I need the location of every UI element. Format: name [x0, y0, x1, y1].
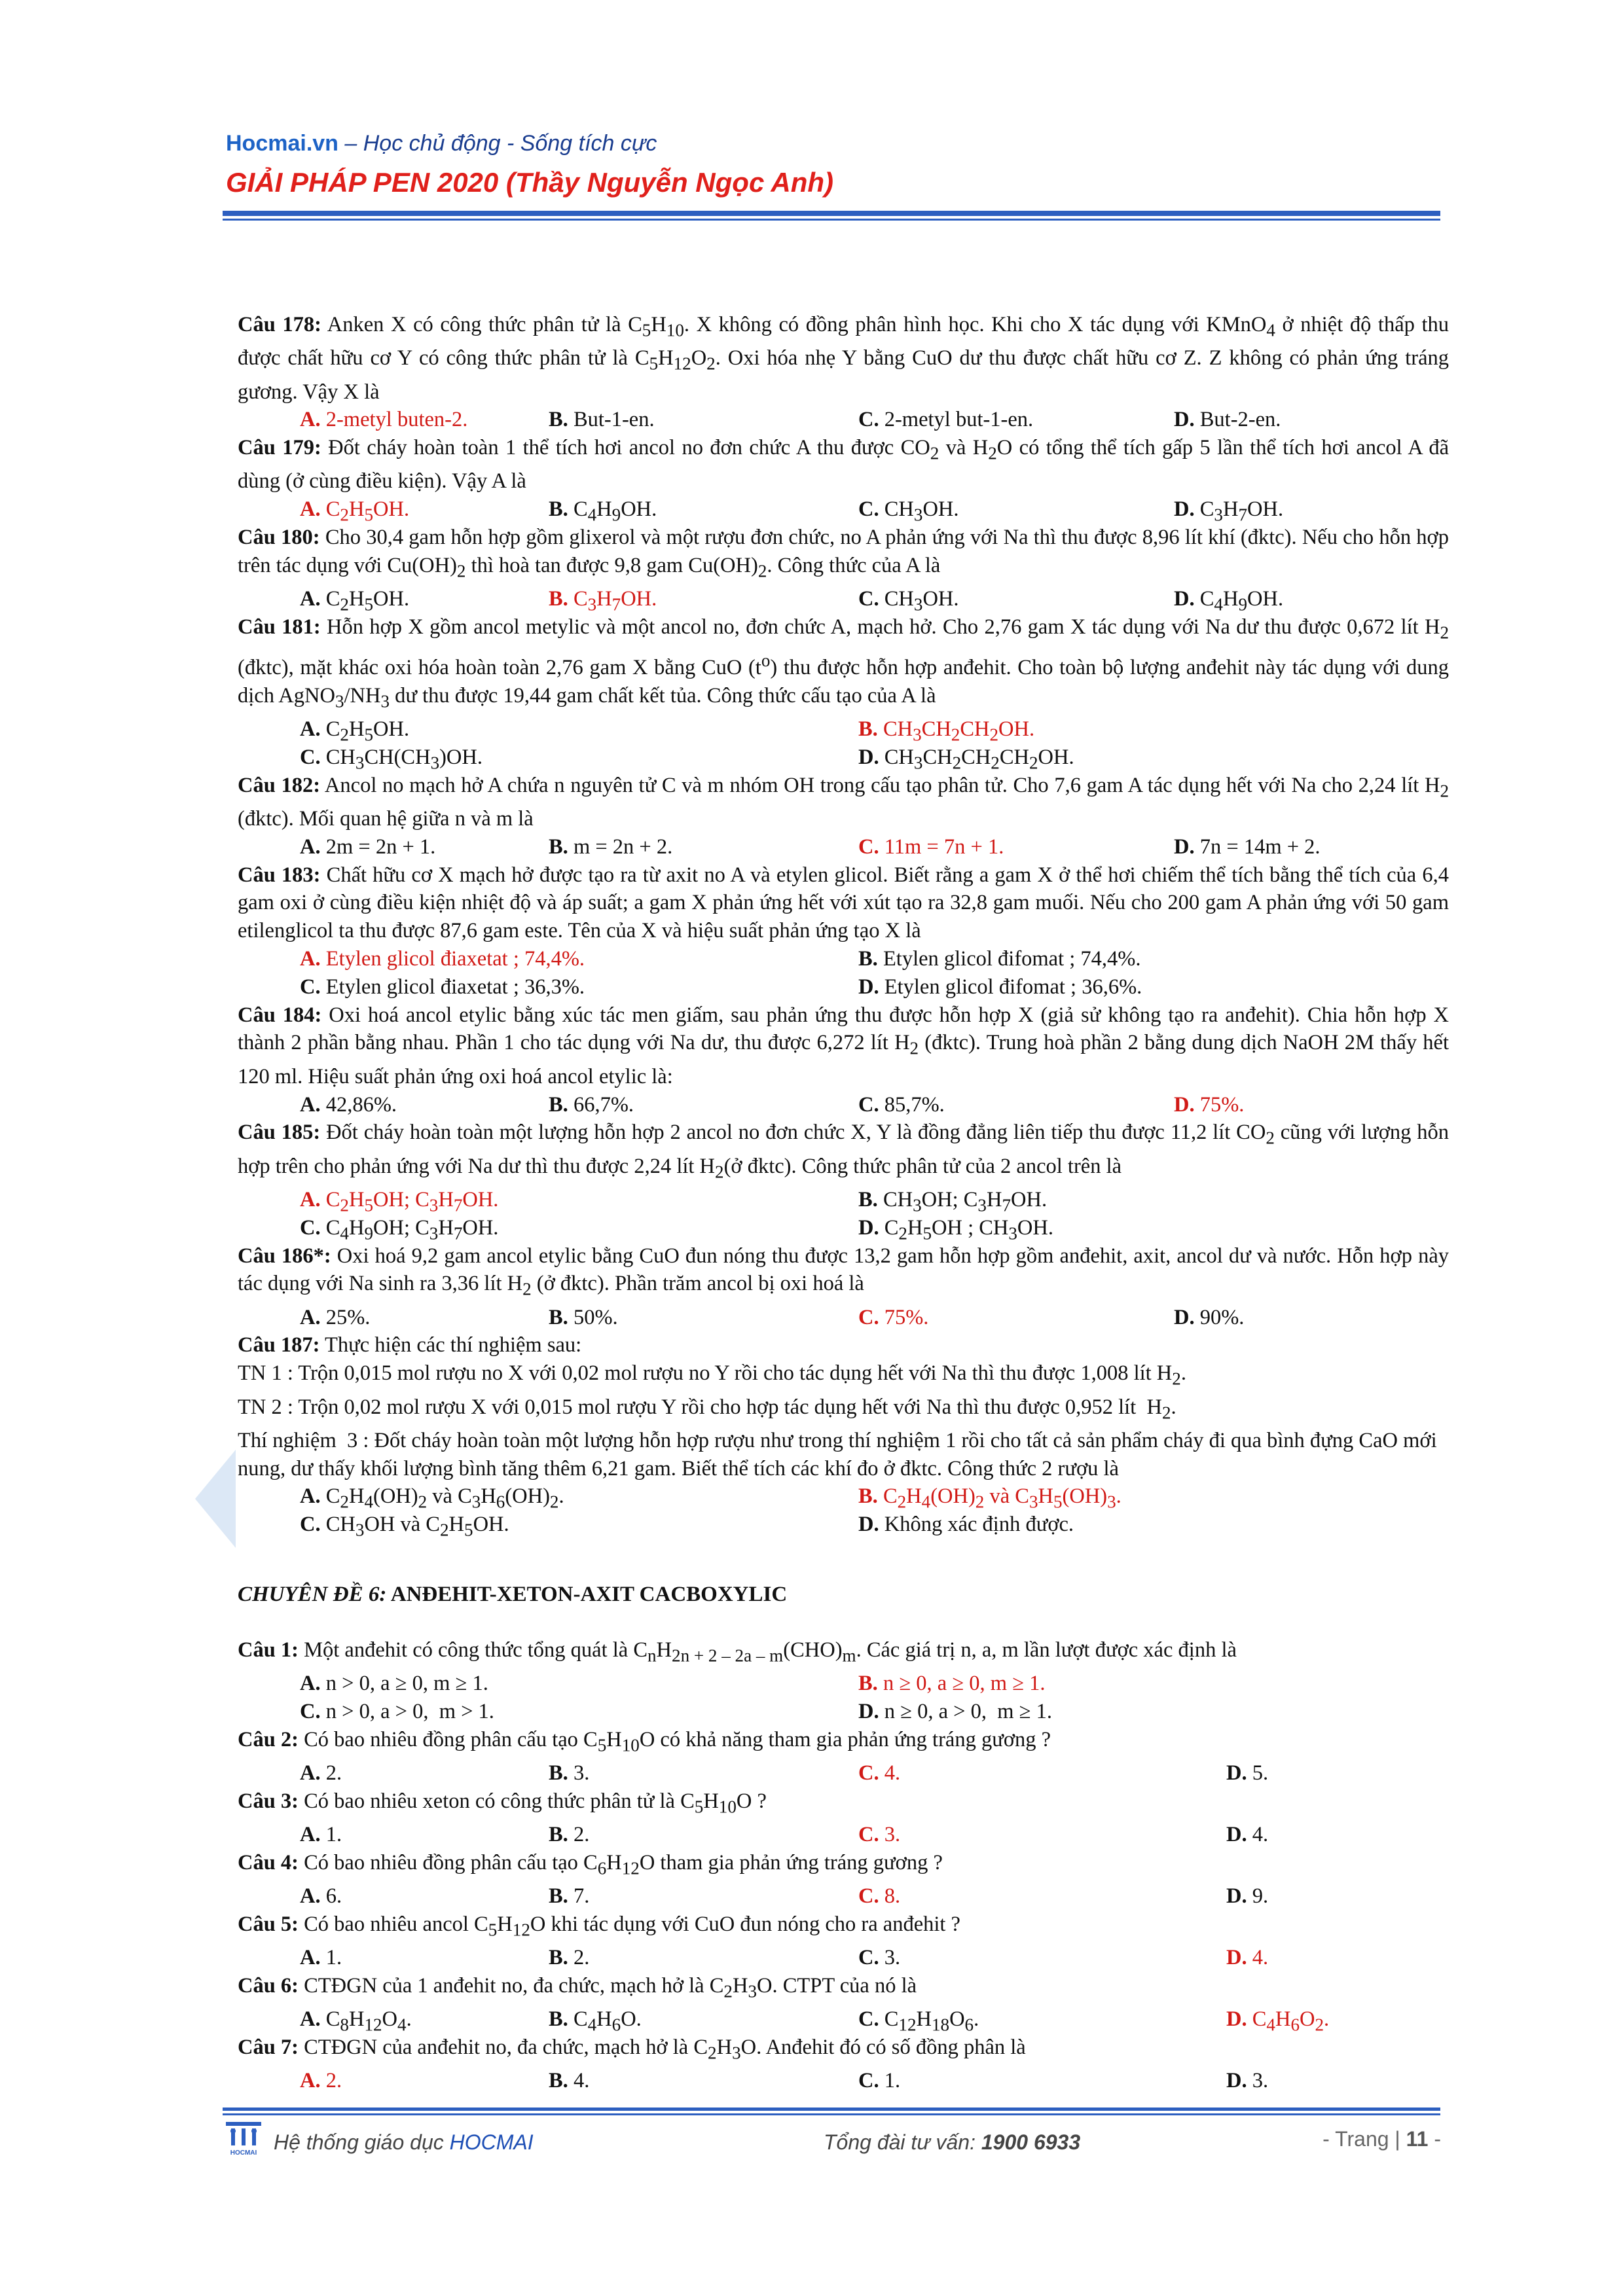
- footer-rule: [223, 2108, 1440, 2111]
- answer-option[interactable]: A. $C_2H_4(OH)_2$ và $C_3H_6(OH)_2$.: [300, 1484, 564, 1512]
- answer-option[interactable]: B. $C_4H_9OH$.: [549, 497, 657, 525]
- header-rule-thin: [223, 219, 1440, 221]
- answer-option[interactable]: A. $C_2H_5OH$.: [300, 587, 410, 615]
- question-s6-5: Câu 5: Có bao nhiêu ancol $C_5H_{12}O$ khi tác dụng với CuO đun nóng cho ra anđehit ?: [238, 1912, 960, 1940]
- question-178: Câu 178: Anken X có công thức phân tử là $C_5H_{10}$. X không có đồng phân hình học. Khi cho X tác dụng với KMnO$_4$ ở nhiệt độ thấp thu được chất hữu cơ Y có công thức phân tử là $C_5H_{12}O_2$. Oxi hóa nhẹ Y bằng CuO dư thu được chất hữu cơ Z. Z không có phản ứng tráng gương. Vậy X là: [238, 313, 1449, 404]
- answer-option[interactable]: D. $C_4H_9OH$.: [1174, 587, 1284, 615]
- answer-option[interactable]: B. 7.: [549, 1884, 590, 1909]
- answer-option[interactable]: B. 50%.: [549, 1305, 618, 1329]
- answer-option[interactable]: C. 4.: [858, 1761, 901, 1785]
- question-180: Câu 180: Cho 30,4 gam hỗn hợp gồm glixerol và một rượu đơn chức, no A phản ứng với Na thì thu được 8,96 lít khí (đktc). Nếu cho hỗn hợp trên tác dụng với $Cu(OH)_2$ thì hoà tan được 9,8 gam $Cu(OH)_2$. Công thức của A là: [238, 526, 1449, 581]
- page-content: [238, 311, 1449, 2095]
- answers-182: [238, 833, 1449, 861]
- answer-option[interactable]: C. $CH_3CH(CH_3)OH$.: [300, 745, 483, 773]
- answer-option[interactable]: B. $C_3H_7OH$.: [549, 587, 657, 615]
- answers-181-row1: [238, 715, 1449, 744]
- answers-s6-1-row1: [238, 1670, 1449, 1698]
- experiment-3: Thí nghiệm 3 : Đốt cháy hoàn toàn một lượng hỗn hợp rượu như trong thí nghiệm 1 rồi cho tất cả sản phẩm cháy đi qua bình đựng CaO mới nung, dư thấy khối lượng bình tăng thêm 6,21 gam. Biết thể tích các khí đo ở đktc. Công thức 2 rượu là: [238, 1428, 1437, 1480]
- page-num: 11: [1406, 2127, 1429, 2151]
- answer-option[interactable]: C. n > 0, a > 0, m > 1.: [300, 1699, 494, 1723]
- answer-option[interactable]: B. 3.: [549, 1761, 590, 1785]
- answer-option[interactable]: D. 75%.: [1174, 1092, 1245, 1117]
- question-187: Câu 187: Thực hiện các thí nghiệm sau:: [238, 1333, 582, 1357]
- document-title: GIẢI PHÁP PEN 2020 (Thầy Nguyễn Ngọc Anh): [226, 167, 834, 198]
- logo-text: HOCMAI: [230, 2149, 257, 2157]
- answer-option[interactable]: D. But-2-en.: [1174, 408, 1281, 432]
- answer-option[interactable]: D. $CH_3CH_2CH_2CH_2OH$.: [858, 745, 1074, 773]
- answer-option[interactable]: D. 4.: [1226, 1823, 1269, 1847]
- page-prefix: - Trang |: [1322, 2127, 1406, 2151]
- answer-option[interactable]: A. 2.: [300, 2069, 342, 2093]
- footer-system: [274, 2130, 534, 2155]
- answers-181-row2: [238, 744, 1449, 772]
- answers-s6-4: [238, 1882, 1449, 1910]
- footer-system-prefix: Hệ thống giáo dục: [274, 2130, 450, 2154]
- answers-187-row1: [238, 1482, 1449, 1511]
- section-prefix: CHUYÊN ĐỀ 6:: [238, 1583, 387, 1606]
- answer-option[interactable]: A. 6.: [300, 1884, 342, 1909]
- brand-name[interactable]: Hocmai.vn: [226, 131, 338, 156]
- question-184: Câu 184: Oxi hoá ancol etylic bằng xúc tác men giấm, sau phản ứng thu được hỗn hợp X (giả sử không tạo ra anđehit). Chia hỗn hợp X thành 2 phần bằng nhau. Phần 1 cho tác dụng với Na dư, thu được 6,272 lít $H_2$ (đktc). Trung hoà phần 2 bằng dung dịch NaOH 2M thấy hết 120 ml. Hiệu suất phản ứng oxi hoá ancol etylic là:: [238, 1003, 1450, 1088]
- footer-rule-thin: [223, 2113, 1440, 2115]
- answer-option[interactable]: C. 75%.: [858, 1305, 929, 1329]
- answer-option[interactable]: A. $C_8H_{12}O_4$.: [300, 2007, 412, 2035]
- answers-s6-1-row2: [238, 1698, 1449, 1726]
- question-s6-6: Câu 6: CTĐGN của 1 anđehit no, đa chức, mạch hở là $C_2H_3O$. CTPT của nó là: [238, 1974, 917, 2001]
- question-185: Câu 185: Đốt cháy hoàn toàn một lượng hỗn hợp 2 ancol no đơn chức X, Y là đồng đẳng liên tiếp thu được 11,2 lít $CO_2$ cũng với lượng hỗn hợp trên cho phản ứng với Na dư thì thu được 2,24 lít $H_2(ở$ đktc). Công thức phân tử của 2 ancol trên là: [238, 1121, 1449, 1182]
- question-s6-3: Câu 3: Có bao nhiêu xeton có công thức phân tử là $C_5H_{10}O$ ?: [238, 1789, 767, 1817]
- answer-option[interactable]: D. $C_4H_6O_2$.: [1226, 2007, 1330, 2035]
- answer-option[interactable]: A. 1.: [300, 1946, 342, 1970]
- experiment-2: TN 2 : Trộn 0,02 mol rượu X với 0,015 mol rượu Y rồi cho hợp tác dụng hết với Na thì thu được 0,952 lít $H_2$.: [238, 1395, 1176, 1423]
- answer-option[interactable]: C. 2-metyl but-1-en.: [858, 408, 1034, 432]
- answer-option[interactable]: A. $C_2H_5OH$; $C_3H_7OH$.: [300, 1187, 499, 1215]
- answer-option[interactable]: A. 25%.: [300, 1305, 371, 1329]
- question-181: Câu 181: Hỗn hợp X gồm ancol metylic và một ancol no, đơn chức A, mạch hở. Cho 2,76 gam X tác dụng với Na dư thu được 0,672 lít $H_2$ (đktc), mặt khác oxi hóa hoàn toàn 2,76 gam X bằng CuO $(t^o)$ thu được hỗn hợp anđehit. Cho toàn bộ lượng anđehit này tác dụng với dung dịch $AgNO_3/NH_3$ dư thu được 19,44 gam chất kết tủa. Công thức cấu tạo của A là: [238, 615, 1449, 711]
- answer-option[interactable]: C. $C_{12}H_{18}O_6$.: [858, 2007, 979, 2035]
- answer-option[interactable]: B. $CH_3OH$; $C_3H_7OH$.: [858, 1187, 1048, 1215]
- question-s6-2: Câu 2: Có bao nhiêu đồng phân cấu tạo $C_5H_{10}O$ có khả năng tham gia phản ứng tráng gương ?: [238, 1727, 1051, 1755]
- answer-option[interactable]: C. 1.: [858, 2069, 901, 2093]
- answer-option[interactable]: C. Etylen glicol điaxetat ; 36,3%.: [300, 975, 585, 999]
- answers-179: [238, 495, 1449, 524]
- answer-option[interactable]: A. 2.: [300, 1761, 342, 1785]
- answer-option[interactable]: D. $C_2H_5OH$ ; $CH_3OH$.: [858, 1215, 1053, 1244]
- answers-s6-6: [238, 2005, 1449, 2034]
- answer-option[interactable]: D. n ≥ 0, a > 0, m ≥ 1.: [858, 1699, 1052, 1723]
- answer-option[interactable]: C. 3.: [858, 1946, 901, 1970]
- answer-option[interactable]: A. 42,86%.: [300, 1092, 397, 1117]
- answers-s6-2: [238, 1759, 1449, 1787]
- section-title: ANĐEHIT-XETON-AXIT CACBOXYLIC: [386, 1583, 788, 1606]
- question-183: Câu 183: Chất hữu cơ X mạch hở được tạo ra từ axit no A và etylen glicol. Biết rằng a gam X ở thể hơi chiếm thể tích bằng thể tích của 6,4 gam oxi ở cùng điều kiện nhiệt độ và áp suất; a gam X phản ứng hết với xút tạo ra 32,8 gam muối. Nếu cho 200 gam A phản ứng với 50 gam etilenglicol ta thu được 87,6 gam este. Tên của X và hiệu suất phản ứng tạo X là: [238, 863, 1449, 943]
- answers-185-row2: [238, 1214, 1449, 1242]
- answers-s6-3: [238, 1821, 1449, 1849]
- footer-system-name[interactable]: HOCMAI: [449, 2130, 534, 2154]
- answers-186: [238, 1304, 1449, 1332]
- answer-option[interactable]: A. $C_2H_5OH$.: [300, 497, 410, 525]
- page-nav-arrow-icon[interactable]: [195, 1450, 236, 1548]
- answer-option[interactable]: B. But-1-en.: [549, 408, 655, 432]
- tagline: – Học chủ động - Sống tích cực: [338, 131, 657, 156]
- answers-180: [238, 585, 1449, 613]
- answer-option[interactable]: A. $C_2H_5OH$.: [300, 717, 410, 745]
- answer-option[interactable]: B. n ≥ 0, a ≥ 0, m ≥ 1.: [858, 1672, 1046, 1696]
- experiment-1: TN 1 : Trộn 0,015 mol rượu no X với 0,02 mol rượu no Y rồi cho tác dụng hết với Na thì thu được 1,008 lít $H_2$.: [238, 1361, 1186, 1389]
- question-s6-1: Câu 1: Một anđehit có công thức tổng quát là $C_nH_{2n + 2 - 2a - m}(CHO)_m$. Các giá trị n, a, m lần lượt được xác định là: [238, 1638, 1237, 1666]
- answer-option[interactable]: C. $CH_3OH$ và $C_2H_5OH$.: [300, 1513, 509, 1540]
- answer-option[interactable]: A. 2m = 2n + 1.: [300, 834, 436, 859]
- answer-option[interactable]: D. $C_3H_7OH$.: [1174, 497, 1284, 525]
- answer-option[interactable]: C. 8.: [858, 1884, 901, 1909]
- answer-option[interactable]: B. 2.: [549, 1823, 590, 1847]
- answers-s6-5: [238, 1944, 1449, 1972]
- answer-option[interactable]: B. $C_4H_6O$.: [549, 2007, 642, 2035]
- answer-option[interactable]: D. 9.: [1226, 1884, 1269, 1909]
- answers-178: [238, 406, 1449, 434]
- answer-option[interactable]: B. $CH_3CH_2CH_2OH$.: [858, 717, 1035, 745]
- answer-option[interactable]: C. 3.: [858, 1823, 901, 1847]
- answer-option[interactable]: B. $C_2H_4(OH)_2$ và $C_3H_5(OH)_3$.: [858, 1484, 1122, 1512]
- hocmai-logo-icon: [225, 2119, 263, 2157]
- section-heading: [238, 1581, 1449, 1609]
- answer-option[interactable]: C. $C_4H_9OH$; $C_3H_7OH$.: [300, 1215, 499, 1244]
- question-182: Câu 182: Ancol no mạch hở A chứa n nguyên tử C và m nhóm OH trong cấu tạo phân tử. Cho 7,6 gam A tác dụng hết với Na cho 2,24 lít $H_2$ (đktc). Mối quan hệ giữa n và m là: [238, 773, 1450, 831]
- answer-option[interactable]: B. Etylen glicol đifomat ; 74,4%.: [858, 947, 1141, 971]
- answers-183-row1: [238, 945, 1449, 973]
- answer-option[interactable]: C. $CH_3OH$.: [858, 587, 959, 615]
- answer-option[interactable]: B. 2.: [549, 1946, 590, 1970]
- question-s6-7: Câu 7: CTĐGN của anđehit no, đa chức, mạch hở là $C_2H_3O$. Anđehit đó có số đồng phân là: [238, 2036, 1026, 2063]
- question-186: Câu 186*: Oxi hoá 9,2 gam ancol etylic bằng CuO đun nóng thu được 13,2 gam hỗn hợp gồm anđehit, axit, ancol dư và nước. Hỗn hợp này tác dụng với Na sinh ra 3,36 lít $H_2$ (ở đktc). Phần trăm ancol bị oxi hoá là: [238, 1244, 1449, 1299]
- footer-hotline-label: Tổng đài tư vấn:: [824, 2130, 981, 2154]
- question-s6-4: Câu 4: Có bao nhiêu đồng phân cấu tạo $C_6H_{12}O$ tham gia phản ứng tráng gương ?: [238, 1850, 943, 1878]
- answer-option[interactable]: D. 90%.: [1174, 1305, 1245, 1329]
- answer-option[interactable]: D. Etylen glicol đifomat ; 36,6%.: [858, 975, 1142, 999]
- answer-option[interactable]: B. m = 2n + 2.: [549, 834, 673, 859]
- answers-s6-7: [238, 2067, 1449, 2095]
- answer-option[interactable]: B. 4.: [549, 2069, 590, 2093]
- answer-option[interactable]: B. 66,7%.: [549, 1092, 634, 1117]
- answer-option[interactable]: C. $CH_3OH$.: [858, 497, 959, 525]
- question-179: Câu 179: Đốt cháy hoàn toàn 1 thể tích hơi ancol no đơn chức A thu được $CO_2$ và $H_2O$ có tổng thể tích gấp 5 lần thể tích hơi ancol A đã dùng (ở cùng điều kiện). Vậy A là: [238, 436, 1449, 493]
- header-brand-line: [226, 131, 657, 156]
- answer-option[interactable]: A. 1.: [300, 1823, 342, 1847]
- answers-185-row1: [238, 1186, 1449, 1214]
- footer-hotline: [824, 2130, 1080, 2155]
- answer-option[interactable]: A. 2-metyl buten-2.: [300, 408, 468, 432]
- answers-184: [238, 1091, 1449, 1119]
- answer-option[interactable]: D. 4.: [1226, 1946, 1269, 1970]
- answer-option[interactable]: D. 3.: [1226, 2069, 1269, 2093]
- answer-option[interactable]: A. n > 0, a ≥ 0, m ≥ 1.: [300, 1672, 488, 1696]
- answers-183-row2: [238, 973, 1449, 1001]
- answer-option[interactable]: D. 5.: [1226, 1761, 1269, 1785]
- page-suffix: -: [1428, 2127, 1441, 2151]
- answer-option[interactable]: D. 7n = 14m + 2.: [1174, 834, 1321, 859]
- footer-hotline-number[interactable]: 1900 6933: [981, 2130, 1081, 2154]
- answers-187-row2: [238, 1511, 1449, 1539]
- page-number: [1322, 2127, 1441, 2151]
- header-rule: [223, 211, 1440, 216]
- answer-option[interactable]: C. 11m = 7n + 1.: [858, 834, 1004, 859]
- answer-option[interactable]: C. 85,7%.: [858, 1092, 945, 1117]
- answer-option[interactable]: A. Etylen glicol điaxetat ; 74,4%.: [300, 947, 585, 971]
- answer-option[interactable]: D. Không xác định được.: [858, 1513, 1074, 1537]
